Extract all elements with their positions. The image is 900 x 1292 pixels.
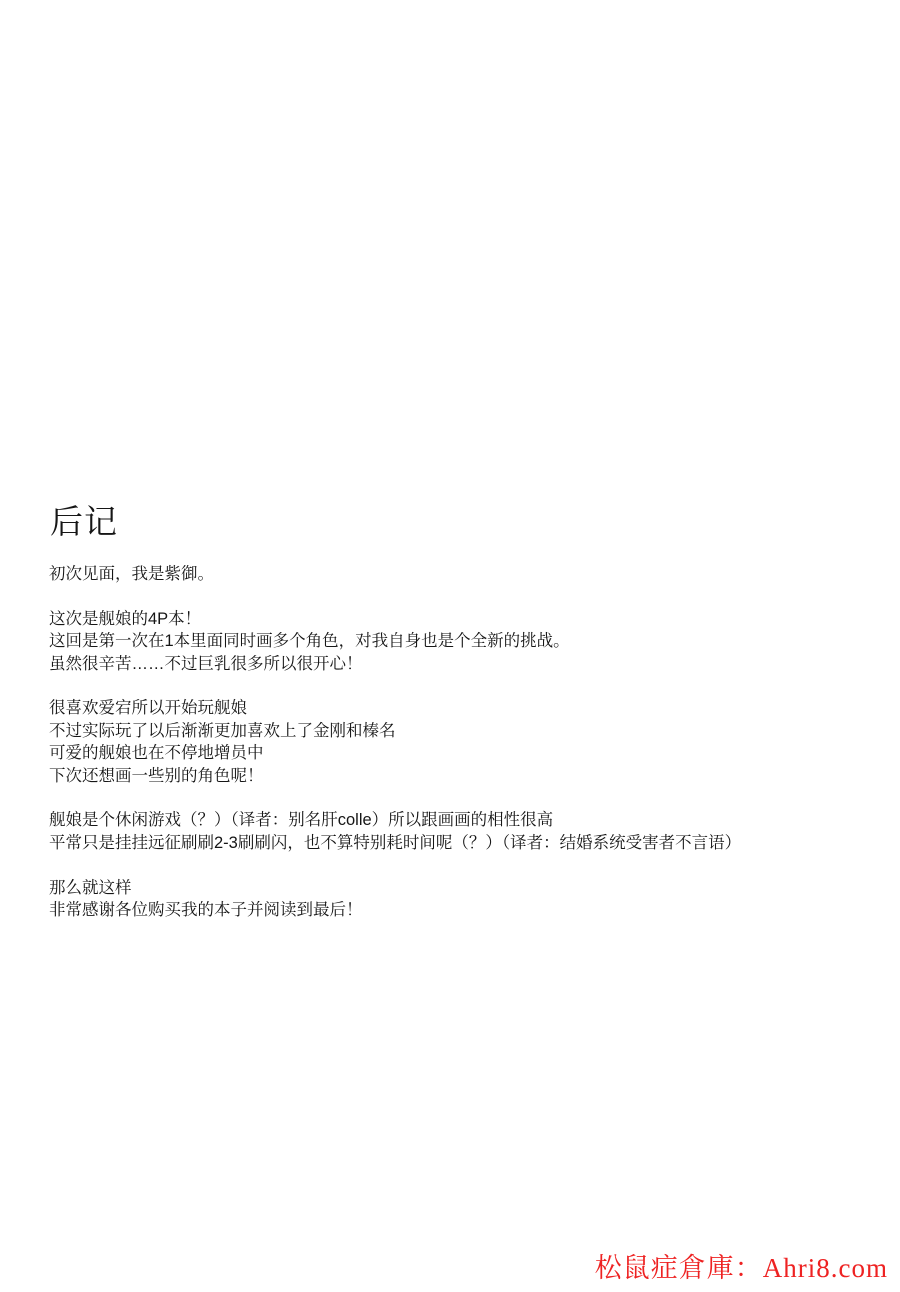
- afterword-paragraph: [49, 809, 839, 854]
- afterword-line: 这次是舰娘的4P本！: [49, 609, 202, 628]
- afterword-line: 很喜欢爱宕所以开始玩舰娘: [49, 699, 247, 718]
- afterword-line: 可爱的舰娘也在不停地增员中: [49, 744, 264, 763]
- afterword-paragraph: [49, 697, 839, 787]
- afterword-line: 不过实际玩了以后渐渐更加喜欢上了金刚和榛名: [49, 721, 396, 740]
- afterword-line: 那么就这样: [49, 878, 132, 897]
- afterword-line: 非常感谢各位购买我的本子并阅读到最后！: [49, 901, 363, 920]
- afterword-line: 虽然很辛苦……不过巨乳很多所以很开心！: [49, 654, 363, 673]
- afterword-line: 这回是第一次在1本里面同时画多个角色，对我自身也是个全新的挑战。: [49, 632, 570, 651]
- afterword-paragraph: [49, 877, 839, 922]
- watermark-text: 松鼠症倉庫：Ahri8.com: [594, 1253, 888, 1283]
- afterword-line: 平常只是挂挂远征刷刷2-3刷刷闪，也不算特别耗时间呢（？）（译者：结婚系统受害者不言语）: [49, 833, 742, 852]
- afterword-line: 舰娘是个休闲游戏（？）（译者：别名肝colle）所以跟画画的相性很高: [49, 811, 554, 830]
- afterword-paragraph: [49, 608, 839, 675]
- afterword-line: 初次见面，我是紫御。: [49, 565, 214, 583]
- afterword-body: [49, 563, 839, 921]
- afterword-paragraph: [49, 563, 839, 585]
- page-title: 后记: [50, 503, 118, 540]
- afterword-line: 下次还想画一些别的角色呢！: [49, 766, 264, 785]
